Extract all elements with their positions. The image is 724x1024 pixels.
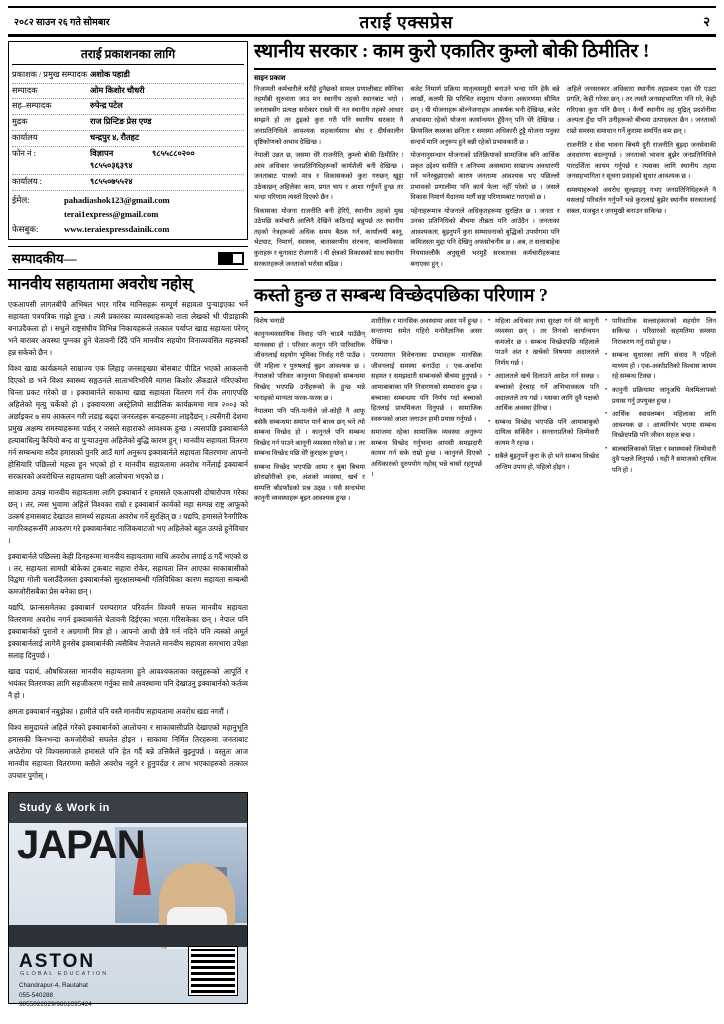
editorial-paragraph: एकआपसी लागतबीचै अभिबल भएर गरिब मानिसहरू सम्पूर्ण सहायता पुर्‍याइएका भर्ने सहायता पत्रपत्रिक गाह्रो हुन्छ । त्यसै प्रकारका व्यावस्थाहरूको नाता लेखको भी पीडाहाकी बनाउदैकला हो । सधुले राष्ट्रसंघीय विभिन्न निकायहरूले तत्काल पर्याप्त खाद्य सहायता परेगर् भने बाराबर अवस्था पुग्नका हुने चेतावनी दिँदै पनि मानवीय सहयोग विनाव्यवसित महत्त्वकाँ हन्न सकेको छैन । — [8, 299, 248, 357]
article2-paragraph: • सम्बन्ध विच्छेद भएपछि पनि आमाबाबुको दायित्व सकिँदैन । सन्तानप्रतिको जिम्मेवारी कायम नै रहन्छ । — [488, 418, 599, 450]
ad-brand-subtitle: GLOBAL EDUCATION — [20, 971, 109, 978]
article2-column — [254, 317, 365, 508]
article1-paragraph: अहिले जनसरकार अधिकारा स्थानीय तहप्रकम एक्रा धेरै एउटा प्रगति, केही गरेका छन् । तर त्यस्तै जनसहभागिता पनि गरे, केही गरिएका कुरा पनि छैनन् । कैयौं स्थानीय तह मुद्रित् प्रदर्शनीमा अल्पता हुँदा पनि उनीहरूको बीचमा उत्पादकता छैन । जनताको राम्रो समस्या समाधान गर्ने कुरामा समर्पित कम छन् । — [566, 85, 716, 135]
imprint-value: रुपेन्द्र पटेल — [90, 101, 123, 111]
imprint-row — [12, 115, 244, 131]
ad-mobile: 9855022029/9861095424 — [19, 1001, 92, 1009]
contact-row — [12, 193, 244, 208]
imprint-title: तराई प्रकाशनका लागि — [12, 45, 244, 65]
article2-column — [371, 317, 482, 508]
article1-paragraph: बजेट निमार्ण प्रक्रिया मातृत्वसमुदी बनाउने भन्दा पनि हेकै बन्ने लाखौं, कलमी छि परिचित समुदाय योजना अकारणमा सीमित छन् । यी योजनाहरू बोल्नेजनाहरू आकर्षक भनी देखिन्छ, बजेट अभावमा रहेको योजना कार्यान्वयन हुँदैनन् पनि धेरै देखिन्छ । क्रियाविल स्थलका छनिता र समस्या अधिकारी टुट्टै योजना पनुका सन्दर्भ मानि अनुरूप हुने बन्नी रहेको प्रभावकारी छ । — [410, 85, 560, 146]
editorial-paragraph: विश्व खाद्य कार्यक्रमले साम्राज्य एक लिहाइ जनसङ्ख्या बोसबाट पीडित भएको आकलनी दिएको छ भने विश्व स्वास्थ्य सङ्गठनले साताभरिभरिमै मागस किशोर अँकडाले गरिएकोमा चिन्ता प्रकट गरेको छ । इक्वाबार्नले साकामा खाद्य सहायता वितरण गर्न रोक लगाएपछि अहिलेको मृत्यु चर्केको हो । इक्वायरमा अस्ट्रेलियो साडीलिक कार्यक्रममा मात्र २००३ को अर्छाइकर ७ सय आकलन गरी लडाइ बढ्दा जनरलहरू बन्दहरूमा लाइदैछन् । त्यसैगरी देशमा प्रमुख अक्षम्य समस्याहरूमा पर्छन् र जसले सहाराको आवश्यक हुन्छ । त्यसपछि इक्वाबार्नले हत्याबाधित्यु कैयियो बन्द वा पुर्‍याउनुमा अहिलेको बुद्धि कारण हुन् । मानवीय सहायता वितरण गर्न सम्बन्धमा सदैव हमासको पुनरि आउँ मार्ग अनुरूप इक्वाबार्नले सहायता वितरणमा आफ्नो होसियारि पछिल्लो महत्त्व हुन भएको हो र मानवीय सहायतामा अवरोध गर्नेलाई इक्वाबार्न सरकारको अवरोधिन्त सहायतामा पक्षी आलोचना भएको छ । — [8, 363, 248, 481]
contact-row — [12, 207, 244, 222]
article2-paragraph: • महिला अधिकार तथा सुरक्षा गर्न धेरै कानुनी व्यवस्था छन् । तर तिनको कार्यान्वयन कमजोर छ । सम्बन्ध विच्छेदपछि महिलाले पाउने अंश र खर्चको विषयमा अदालतले निर्णय गर्छ । — [488, 317, 599, 370]
imprint-row — [12, 147, 244, 175]
editorial-paragraph: क्षमता इक्वाबार्न नबुझेका । हामीले पनि यस्तै मानवीय सहायतामा अवरोध खडा नगरौं । — [8, 707, 229, 717]
imprint-rows — [12, 68, 244, 191]
editorial-paragraph: इक्वाबार्नले पछिल्ला केही दिनहरूमा मानवीय सहायतामा माथि अवरोध लगाई ठ गर्दै भएको छ । तर, सहायता सामग्री बोकेका ट्रकबाट सहारा रोकेर, सहायता लिन आएका साकाबासीको विद्वमा गोली चलाउँदैजस्ता इक्वाबार्नको सुरक्षासम्बन्धी गतिविधिका कारण सहायता सम्बन्धी कमजोरीसबैका प्रेस बनेका छन् । — [8, 551, 248, 597]
article2-paragraph: • आर्थिक स्वावलम्बन महिलाका लागि आवश्यक छ । आत्मनिर्भर भएमा सम्बन्ध विच्छेदपछि पनि जीवन सहज बन्छ । — [605, 410, 716, 442]
imprint-value: ९८५५०७५५२४ — [90, 176, 133, 186]
imprint-value: ओम किशोर चौधरी — [90, 85, 145, 95]
article2-paragraph: • अदालतले खर्च दिलाउने आदेश गर्न सक्छ । बच्चाको हेरचाह गर्ने अभिभावकत्व पनि अदालतले तय गर्छ । यसका लागि दुवै पक्षको आर्थिक अवस्था हेरिन्छ । — [488, 372, 599, 414]
article2-paragraph: • पारिवारिक सल्लाहकारको सहयोग लिन सकिन्छ । परिवारको सहमतिमा समस्या निराकरण गर्नु राम्रो हुन्छ । — [605, 317, 716, 349]
article1-byline: साइन प्रकाश — [254, 73, 286, 82]
imprint-row — [12, 131, 244, 147]
article2-paragraph: • बालबालिकाको शिक्षा र स्वास्थ्यको जिम्मेवारी दुवै पक्षले लिनुपर्छ । यही नै समाजको दायित्व पनि हो । — [605, 445, 716, 477]
advertisement-aston[interactable] — [8, 792, 248, 1009]
article2-paragraph: कानुनव्यवसायिक विवाह पनि चाडबै पाउँछैन् मानवस्था हो । परिवार कानुन पनि पारिवारिक जीवनलाई सहयोग भूमिका निर्वाह गरी पाउँछ । धेरै महिला र पुरुषलाई बुझ्न आवश्यक छ । नेपालको परिवार कानुनमा विवाहको सम्बन्धमा विच्छेद भएपछि उनीहरूको के हुन्छ भन्ने भनाइको मान्यता फरक-फरक छ । — [254, 331, 365, 402]
editorial-paragraph: साकामा उत्पन्न मानवीय सहायतामा लागि इक्वाबार्न र हमासले एकआपसी दोषारोपण गरेका छन् । तर, त्यस भुवामा अहिले विश्वका राम्रो र इक्वाबार्न कार्यको महा सम्पन्न राष्ट्र आफूको उत्कर्ष हमासबाट देखाउन सामर्थ्य सहायता अवरोध गर्ने सुरक्षित् छ । यद्यपि, हमासले रैनगीरिक नागरिकहरूसँगै आकरण गरे इक्वाबार्नबाट नाजिकबाटजो भए अहिलेको बहुत उत्पन्ने हुनेविचार । — [8, 487, 248, 545]
contact-email-alt[interactable]: terai1express@gmail.com — [64, 209, 159, 220]
ad-divider-band — [9, 925, 247, 947]
article2-paragraph: • सबैले बुझ्नुपर्ने कुरा के हो भने सम्बन्ध विच्छेद अन्तिम उपाय हो, पहिलो होइन । — [488, 452, 599, 473]
article1-paragraph: समस्याहरूको अवरोध सुल्झाइनु नभए जनप्रतिनिधिहरूले नै यसलाई परिवर्तन गर्नुपर्ने भन्ने कुरालाई बुझेर स्थानीय सरकारलाई सबल, मजबुत र जनमुखी बनाउन सकिन्छ । — [566, 186, 716, 215]
article1-columns — [254, 85, 716, 273]
article2-paragraph: शारीरिक र मानसिक अवस्थामा असर पर्ने हुन्छ । सन्तानमा समेत गहिरो मनोवैज्ञानिक असर देखिन्छ । — [371, 317, 482, 346]
article1-paragraph: पहेनाहरूमात्र योजनाले अधिकृतहरूमा सुरक्षित छ । जनता र उनका प्रतिनिधिको बीचमा तीब्रता पनि आउँदैन । जनताका आवश्यकता, बुझ्नुपर्ने कुरा सम्भावनाको बुद्धिको उपयोगमा पनि कमिजस्ता मुद्दा पनि देखिनु अफसोचनीय छ । अब, त सत्ताबाहेक नियमावलीकै अनुसूची भरमुहै सरकारका कर्मचारीहरूबाट बनाएका हुन् । — [410, 207, 560, 268]
article1-column — [254, 85, 403, 273]
article2-column — [605, 317, 716, 508]
editorial-paragraph: खाद्य पदार्थ, औषधिजस्ता मानवीय सहायतामा हुने आवश्यकताका वस्तुहरूको आपूर्ति र भयंकर वितरणका लागि सहजीकरण गर्नुका साथै अवस्थामा पनि देखाउनु इक्वाबार्नको कर्तव्य नै हो । — [8, 667, 248, 701]
imprint-row — [12, 84, 244, 100]
article1-paragraph: नेपाली उन्नत छ, जसमा धेरै राजनीति, कुम्लो बोकी ठिमीतिर ! आम अधिकार जनप्रतिनिधिहरूकाँ कार्यशैली बनी देखिन्छ । जनताबाट पारको मात्र र विकासकको कुरा गरुछन् खुट्टा उठेकाछन् अहिलेका काम, प्रगत चाप र आशा गर्नुपर्ने हुन्छ तर भन्दा परिणाम त्यस्तो दिएको छैन । — [254, 152, 404, 202]
imprint-key: कार्यालय : — [12, 176, 42, 186]
editorial-header — [8, 246, 248, 270]
ad-phone: 055-540288 — [19, 991, 54, 999]
article1-column — [567, 85, 716, 273]
imprint-value-alt: ९८५५८८०२०० — [152, 148, 195, 158]
contact-key: ईमेल: — [12, 194, 30, 205]
contact-email[interactable]: pahadiashok123@gmail.com — [64, 194, 170, 205]
right-column — [254, 41, 716, 1016]
ad-contact-block — [19, 981, 92, 1010]
masthead — [8, 6, 716, 37]
imprint-value: चन्द्रपुर ४, रौतहट — [90, 132, 140, 142]
contact-key — [12, 207, 64, 222]
article2-headline: कस्तो हुन्छ त सम्बन्ध विच्छेदपछिका परिणाम ? — [254, 279, 716, 313]
ad-address: Chandrapur-4, Rautahat — [19, 982, 88, 990]
imprint-row — [12, 99, 244, 115]
imprint-box — [8, 41, 248, 240]
masthead-title: तराई एक्सप्रेस — [359, 12, 454, 32]
contact-website[interactable]: www.teraiexpressdainik.com — [64, 223, 170, 234]
ad-title: JAPAN — [17, 823, 145, 868]
editorial-mark-icon — [218, 252, 244, 265]
article2-columns — [254, 317, 716, 508]
imprint-value: विज्ञापन ९८५५०३६३९४ — [90, 148, 133, 171]
imprint-value: अशोक पहाडी — [90, 70, 130, 79]
imprint-key: कार्यालय — [12, 132, 38, 142]
imprint-key: प्रकाशक / प्रमुख सम्पादक — [12, 70, 88, 79]
article1-paragraph: योजनानुसन्धान योजनाको प्रतिक्रियाको सामाजिक बनि आर्थिक प्रकृत उद्देश्य समीति र अनिपमा अवस्थामा साम्राज्य अवधारणी गर्ने भनेरबुझाएको कारण जनतामा आवश्यक भए पछिल्लो प्रभावको प्रणालीमा पनि कार्य फेला नहीँ परेको छ । जसले विकास निमार्ण मैदानमा मार्गै सङ्ग परिणामबाट गराएको छ । — [410, 152, 560, 202]
article2-paragraph: • कानुनी प्रक्रियामा जानुअघि मेलमिलापको प्रयास गर्नु उपयुक्त हुन्छ । — [605, 386, 716, 407]
contact-key: फेसबुक: — [12, 223, 39, 234]
article2-paragraph: समाजमा रहेका सामाजिक व्यवस्था अनुरूप सम्बन्ध विच्छेद गर्नुभन्दा आपसी समझदारी कायम गर्न सके राम्रो हुन्छ । कानुनले दिएको अधिकारको दुरुपयोग नहोस् भन्ने चासो रहनुपर्छ । — [371, 429, 482, 479]
article2-paragraph: सम्बन्ध विच्छेद भएपछि आमा र बुबा बिचमा छोराछोरीको हक, अंशको व्यवस्था, खर्च र सम्पत्ति बाँडफाँडको प्रश्न उठ्छ । यसै सन्दर्भमा कानुनी व्यवस्थाहरू बुझ्न आवश्यक हुन्छ । — [254, 463, 365, 503]
ad-brand-name: ASTON — [19, 951, 96, 973]
editorial-paragraph: यद्यपि, फ्रान्ससमेतका इक्वाबार्न परम्परागत परिवर्तन विश्वमै सफल मानवीय सहायता वितरणमा अवरोध नगर्न इक्वाबार्नले चेतावनी दिईएका भएता गरिसकेका छन् । नेपाल पनि इक्वाबार्नको पुरानो र अग्रगामी मित्र हो । आफ्नो आधी छेत्रै गर्न नदिने पनि त्यस्को अमूर्त इक्वाबार्नलाई लागेमै हुनसेब इक्वाबार्नकी त्यसैबिच नेपालले मानवीय सहायता समभारा उपेक्षा सलाह दिनुपर्छ । — [8, 603, 248, 661]
editorial-body — [8, 299, 248, 786]
article1-paragraph: राजनीति र सेवा भावना बिचमै दुरी राजनीति बुझ्दा जनसेवाकी अवधारणा बदल्नुपर्छ । जनताको भावना बुझेर जनप्रतिनिधिले पारदर्शिता कायम गर्नुपर्छ र त्यसका लागि स्थानीय तहमा जनसहभागिता र सूचना प्रवाहको सुधार आवश्यक छ । — [566, 141, 716, 181]
imprint-key: सम्पादक — [12, 85, 38, 95]
article2-paragraph: नेपालमा पनि पति-पत्नीले जो-कोही नै आफू बसेकै सम्बन्धमा समाप्त पार्न बाध्य छन् भने त्यो सम्बन्ध विच्छेद हो । कानुनले पनि सम्बन्ध विच्छेद गर्न पाउने कानूनी व्यवस्था गरेको छ । तर सम्बन्ध विच्छेद पछि धेरै कुराहरू हुन्छन् । — [254, 408, 365, 458]
article2-paragraph: विशेष भनाडी — [254, 317, 285, 325]
imprint-key: मुद्रक — [12, 117, 28, 127]
imprint-row — [12, 175, 244, 191]
editorial-paragraph: विश्व समुदायले अहिले गरेको इक्वाबार्नको आलोचना र साकाबासीप्रति देखाएको महानुभूति हमासकी किनभन्दा कमजोरीको सघलेत होइन । साकामा निर्मित तिरहरूमा जनताबाट अप्ठेरोमा परे विश्वसमाजले हमासले पनि हेत गर्दै बन्ने उत्तिकैले बुझ्नुपर्छ । वस्तुतः आज मानवीय सहायता वितरणमा कसैले अवरोध नहुने र हुनुपर्दछ र लाभ भएकाहरुको तत्काल उपचार पुगोस् । — [8, 723, 248, 781]
article1-headline: स्थानीय सरकार : काम कुरो एकातिर कुम्लो बोकी ठिमीतिर ! — [254, 41, 716, 70]
qr-code-icon — [189, 947, 237, 995]
article1-paragraph: विकासका योजना राजनीति बनी हेरिएँ, स्थानीय तहको मुख उठेपछि कर्मचारी आलिनै देखिने कठिनाई बन्नुपर्छ तर स्थानीय तहको नेत्रहरूको अधिक समय बैठक गर्न, कार्यालयी बस्नु, भेटघाट, निमार्ण, स्वास्थ्य, बाताबरणीय संरचना, बाल्यविकास कुराहरू र चुनावाट रोजगारी । यी क्षेत्रको विकासको साथ स्थानीय सरकारहरूले जनताको भरोसा बढिछ । — [254, 207, 404, 268]
imprint-key: फोन नं : — [12, 148, 36, 158]
contact-row — [12, 222, 244, 237]
masthead-date: २०८२ साउन २६ गते सोमबार — [14, 17, 110, 28]
editorial-label: सम्पादकीय— — [12, 251, 77, 267]
article2-column — [488, 317, 599, 508]
imprint-row — [12, 68, 244, 84]
article1-column — [410, 85, 559, 273]
article2-paragraph: • सम्बन्ध सुधारका लागि संवाद नै पहिलो माध्यम हो । एक-अर्काप्रतिको विश्वास कायम रहे सम्बन्ध टिक्छ । — [605, 351, 716, 383]
imprint-value: राज प्रिन्टिङ प्रेस एण्ड — [90, 117, 152, 127]
editorial-title: मानवीय सहायतामा अवरोध नहोस् — [8, 276, 193, 294]
article2-paragraph: परम्परागत विवेचनाका प्रभावहरू मानसिक जीवनलाई समस्या बनाउँदा । एक-अर्कामा सहमत र समझदारी सम्बन्धको बीचमा हुनुपर्छ । आमाबाबाका पनि निवारणको सम्भावना हुन्छ । बच्चाका सम्बन्धमा पनि निर्णय गर्दा बच्चाको हितलाई प्राथमिकता दिनुपर्छ । सामाजिक स्वरूपको आशा जगाउन हामी प्रयास गर्नुपर्छ । — [371, 352, 482, 423]
left-column — [8, 41, 248, 1016]
imprint-key: सह–सम्पादक — [12, 101, 52, 111]
page-body — [8, 41, 716, 1016]
ad-header-text: Study & Work in — [9, 793, 247, 823]
masthead-page-number: २ — [703, 14, 710, 29]
article1-paragraph: निजामती कर्मचारीले सरीहै हुनैछको सामल प्रणालीबाट स्थैनिका तहमाँबी सुरुवाता जाउ मन स्थानीय तहको स्थानबाट भएो । जनताबसेंग प्रत्यक्ष सरोकार राख्ने यी नत स्थानीय तहको आधार सम्झने हो तर ठुइको कुरा गरी पनि स्थानीय सरकार नै जनप्रतिनिधिले आवश्यक सहकार्यसाथ बोध र दीर्घकालीन दृष्टिकोणको अभाव देखिन्छ । — [254, 85, 404, 146]
imprint-contacts — [12, 193, 244, 237]
